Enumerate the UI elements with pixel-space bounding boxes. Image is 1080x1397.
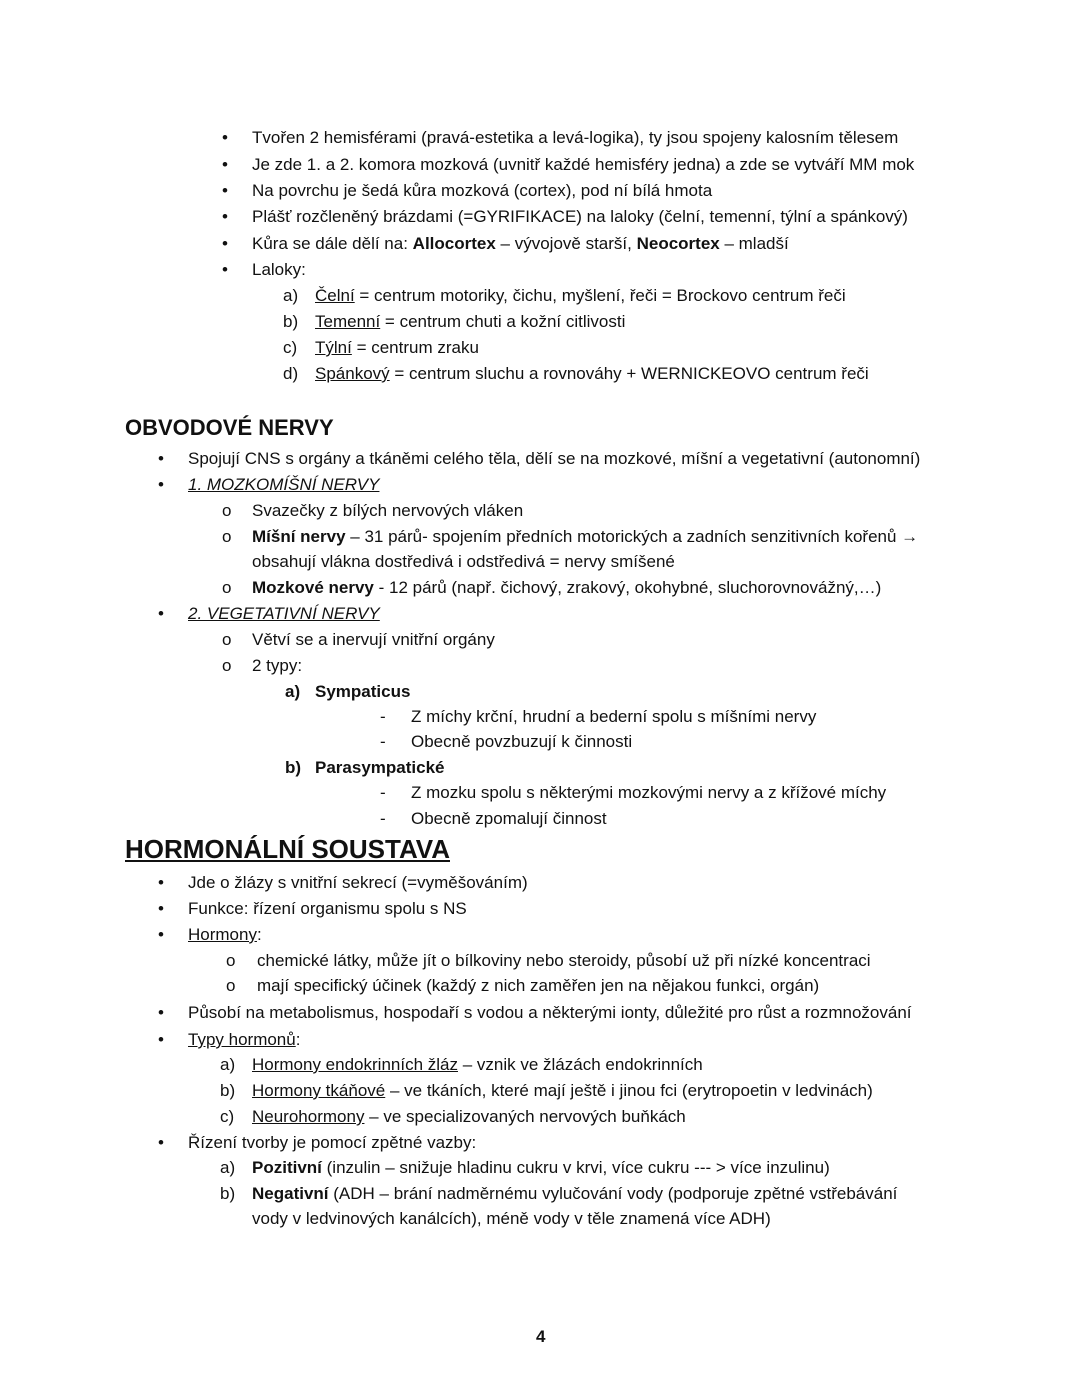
- bullet-icon: •: [158, 1003, 164, 1022]
- section-title-hormones: HORMONÁLNÍ SOUSTAVA: [125, 834, 450, 864]
- sub-item: 2 typy:: [252, 656, 303, 675]
- bullet-icon: •: [158, 1133, 164, 1152]
- sub-item: Větví se a inervují vnitřní orgány: [252, 630, 495, 649]
- sub-item: mají specifický účinek (každý z nich zaměřen jen na nějakou funkci, orgán): [257, 976, 820, 995]
- bullet-icon: •: [158, 1030, 164, 1049]
- type-item: Hormony endokrinních žláz – vznik ve žlázách endokrinních: [252, 1055, 703, 1074]
- bullet-icon: •: [158, 925, 164, 944]
- list-marker: d): [283, 364, 299, 383]
- lobe-item: Čelní = centrum motoriky, čichu, myšlení, řeči = Brockovo centrum řeči: [315, 286, 846, 305]
- sympaticus-label: Sympaticus: [315, 682, 411, 701]
- dash-marker: -: [380, 809, 386, 828]
- nerves-intro: Spojují CNS s orgány a tkáněmi celého těla, dělí se na mozkové, míšní a vegetativní (autonomní): [188, 449, 921, 468]
- list-marker: a): [220, 1158, 236, 1177]
- hormone-item: Jde o žlázy s vnitřní sekrecí (=vyměšováním): [188, 873, 528, 892]
- feedback-item-cont: vody v ledvinových kanálcích), méně vody v těle znamená více ADH): [252, 1209, 771, 1228]
- sub-item: Svazečky z bílých nervových vláken: [252, 501, 524, 520]
- nerves-category-2: 2. VEGETATIVNÍ NERVY: [188, 604, 380, 623]
- intro-item: Na povrchu je šedá kůra mozková (cortex), pod ní bílá hmota: [252, 181, 713, 200]
- bullet-icon: •: [158, 873, 164, 892]
- dash-item: Obecně zpomalují činnost: [411, 809, 607, 828]
- section-title-nerves: OBVODOVÉ NERVY: [125, 415, 334, 440]
- circle-marker: o: [222, 527, 232, 546]
- lobe-item: Spánkový = centrum sluchu a rovnováhy + WERNICKEOVO centrum řeči: [315, 364, 869, 383]
- intro-item: Plášť rozčleněný brázdami (=GYRIFIKACE) na laloky (čelní, temenní, týlní a spánkový): [252, 207, 908, 226]
- list-marker: b): [285, 758, 302, 777]
- lobe-item: Týlní = centrum zraku: [315, 338, 479, 357]
- lobes-label: Laloky:: [252, 260, 306, 279]
- intro-item: Je zde 1. a 2. komora mozková (uvnitř každé hemisféry jedna) a zde se vytváří MM mok: [252, 155, 915, 174]
- list-marker: a): [285, 682, 301, 701]
- page-number: 4: [536, 1327, 546, 1346]
- sub-item: chemické látky, může jít o bílkoviny nebo steroidy, působí už při nízké koncentraci: [257, 951, 871, 970]
- lobe-item: Temenní = centrum chuti a kožní citlivosti: [315, 312, 626, 331]
- dash-item: Z míchy krční, hrudní a bederní spolu s míšními nervy: [411, 707, 817, 726]
- hormone-item: Funkce: řízení organismu spolu s NS: [188, 899, 467, 918]
- cranial-nerves-item: Mozkové nervy - 12 párů (např. čichový, zrakový, okohybné, sluchorovnovážný,…): [252, 578, 882, 597]
- bullet-icon: •: [222, 260, 228, 279]
- hormone-item: Působí na metabolismus, hospodaří s vodou a některými ionty, důležité pro růst a rozmnožování: [188, 1003, 912, 1022]
- dash-marker: -: [380, 783, 386, 802]
- cortex-item: Kůra se dále dělí na: Allocortex – vývojově starší, Neocortex – mladší: [252, 234, 789, 253]
- bullet-icon: •: [222, 207, 228, 226]
- intro-item: Tvořen 2 hemisférami (pravá-estetika a levá-logika), ty jsou spojeny kalosním tělesem: [252, 128, 899, 147]
- circle-marker: o: [226, 951, 236, 970]
- parasympatic-label: Parasympatické: [315, 758, 445, 777]
- list-marker: b): [220, 1184, 236, 1203]
- feedback-label: Řízení tvorby je pomocí zpětné vazby:: [188, 1133, 477, 1152]
- spinal-nerves-cont: obsahují vlákna dostředivá i odstředivá = nervy smíšené: [252, 552, 675, 571]
- dash-item: Z mozku spolu s některými mozkovými nervy a z křížové míchy: [411, 783, 887, 802]
- dash-marker: -: [380, 707, 386, 726]
- bullet-icon: •: [158, 475, 164, 494]
- dash-item: Obecně povzbuzují k činnosti: [411, 732, 633, 751]
- hormony-label: Hormony:: [188, 925, 262, 944]
- bullet-icon: •: [158, 899, 164, 918]
- bullet-icon: •: [158, 604, 164, 623]
- list-marker: c): [220, 1107, 235, 1126]
- type-item: Neurohormony – ve specializovaných nervových buňkách: [252, 1107, 686, 1126]
- types-label: Typy hormonů:: [188, 1030, 301, 1049]
- feedback-item: Pozitivní (inzulin – snižuje hladinu cukru v krvi, více cukru --- > více inzulinu): [252, 1158, 830, 1177]
- list-marker: b): [283, 312, 299, 331]
- nerves-category-1: 1. MOZKOMÍŠNÍ NERVY: [188, 475, 380, 494]
- list-marker: c): [283, 338, 298, 357]
- circle-marker: o: [226, 976, 236, 995]
- bullet-icon: •: [158, 449, 164, 468]
- bullet-icon: •: [222, 234, 228, 253]
- dash-marker: -: [380, 732, 386, 751]
- circle-marker: o: [222, 578, 232, 597]
- type-item: Hormony tkáňové – ve tkáních, které mají ještě i jinou fci (erytropoetin v ledvinách): [252, 1081, 873, 1100]
- circle-marker: o: [222, 656, 232, 675]
- feedback-item: Negativní (ADH – brání nadměrnému vylučování vody (podporuje zpětné vstřebávání: [252, 1184, 898, 1203]
- circle-marker: o: [222, 501, 232, 520]
- list-marker: a): [283, 286, 299, 305]
- spinal-nerves-item: Míšní nervy – 31 párů- spojením předních motorických a zadních senzitivních kořenů →: [252, 527, 919, 546]
- list-marker: a): [220, 1055, 236, 1074]
- list-marker: b): [220, 1081, 236, 1100]
- bullet-icon: •: [222, 181, 228, 200]
- bullet-icon: •: [222, 128, 228, 147]
- bullet-icon: •: [222, 155, 228, 174]
- circle-marker: o: [222, 630, 232, 649]
